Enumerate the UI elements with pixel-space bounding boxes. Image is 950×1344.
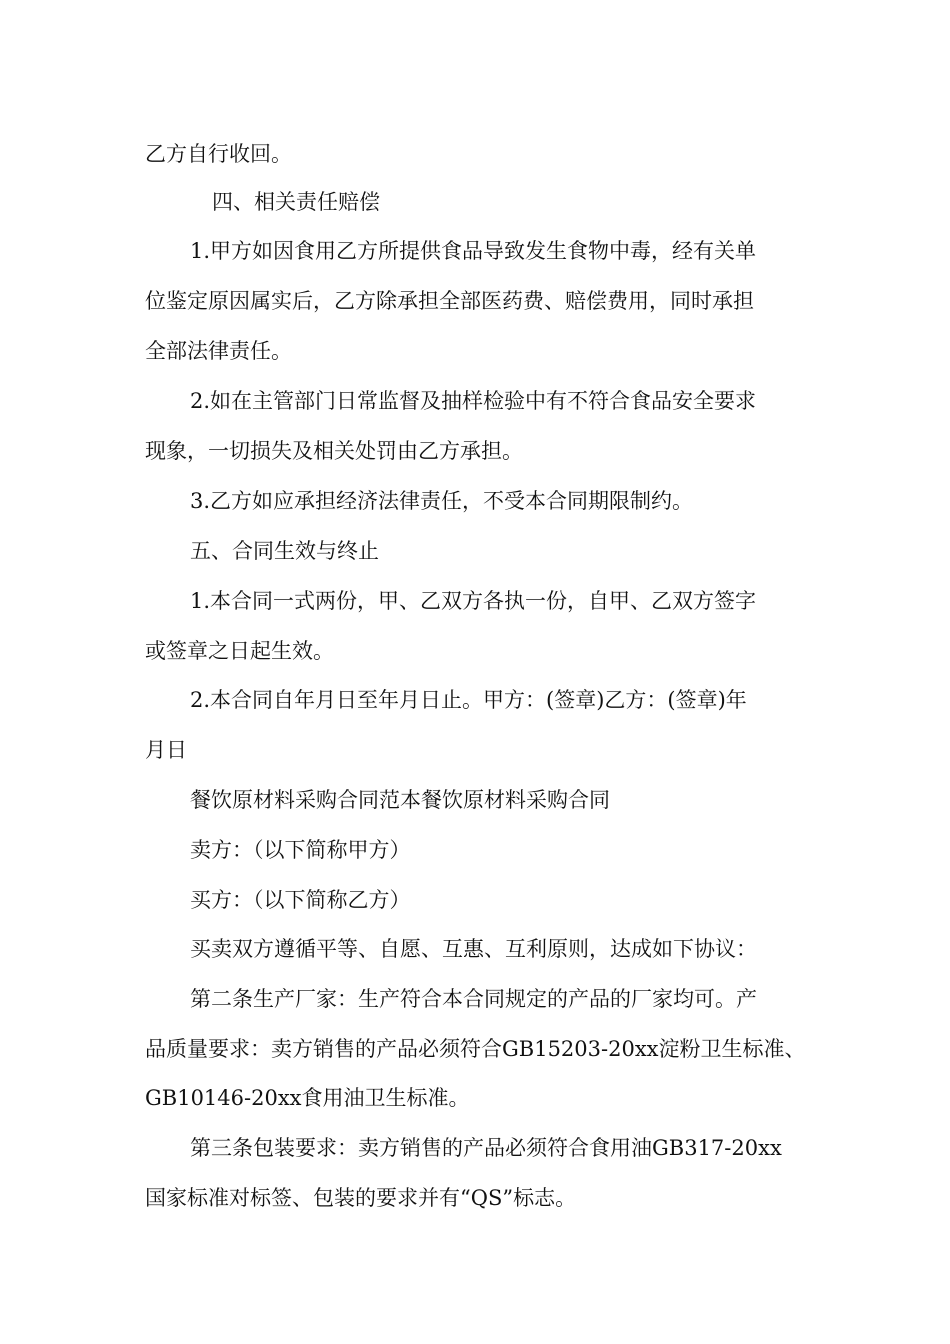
paragraph-line: 第三条包装要求：卖方销售的产品必须符合食用油GB317-20xx: [190, 1136, 782, 1160]
paragraph-line: 3.乙方如应承担经济法律责任，不受本合同期限制约。: [190, 489, 694, 513]
paragraph-line: GB10146-20xx食用油卫生标准。: [145, 1086, 470, 1110]
paragraph-line: 2.本合同自年月日至年月日止。甲方：(签章)乙方：(签章)年: [190, 688, 747, 712]
document-title: 餐饮原材料采购合同范本餐饮原材料采购合同: [190, 788, 610, 812]
paragraph-line: 乙方自行收回。: [145, 142, 292, 166]
paragraph-line: 国家标准对标签、包装的要求并有“QS”标志。: [145, 1186, 577, 1210]
paragraph-line: 现象，一切损失及相关处罚由乙方承担。: [145, 439, 523, 463]
paragraph-line: 位鉴定原因属实后，乙方除承担全部医药费、赔偿费用，同时承担: [145, 289, 754, 313]
paragraph-line: 买方：（以下简称乙方）: [190, 888, 411, 912]
paragraph-line: 全部法律责任。: [145, 339, 292, 363]
paragraph-line: 1.本合同一式两份，甲、乙双方各执一份，自甲、乙双方签字: [190, 589, 757, 613]
paragraph-line: 买卖双方遵循平等、自愿、互惠、互利原则，达成如下协议：: [190, 937, 757, 961]
paragraph-line: 品质量要求：卖方销售的产品必须符合GB15203-20xx淀粉卫生标准、: [145, 1037, 806, 1061]
paragraph-line: 月日: [145, 738, 187, 762]
paragraph-line: 1.甲方如因食用乙方所提供食品导致发生食物中毒，经有关单: [190, 239, 757, 263]
paragraph-line: 或签章之日起生效。: [145, 639, 334, 663]
paragraph-line: 2.如在主管部门日常监督及抽样检验中有不符合食品安全要求: [190, 389, 757, 413]
section-heading: 五、合同生效与终止: [190, 539, 379, 563]
paragraph-line: 卖方：（以下简称甲方）: [190, 838, 411, 862]
paragraph-line: 第二条生产厂家：生产符合本合同规定的产品的厂家均可。产: [190, 987, 757, 1011]
section-heading: 四、相关责任赔偿: [212, 190, 380, 214]
